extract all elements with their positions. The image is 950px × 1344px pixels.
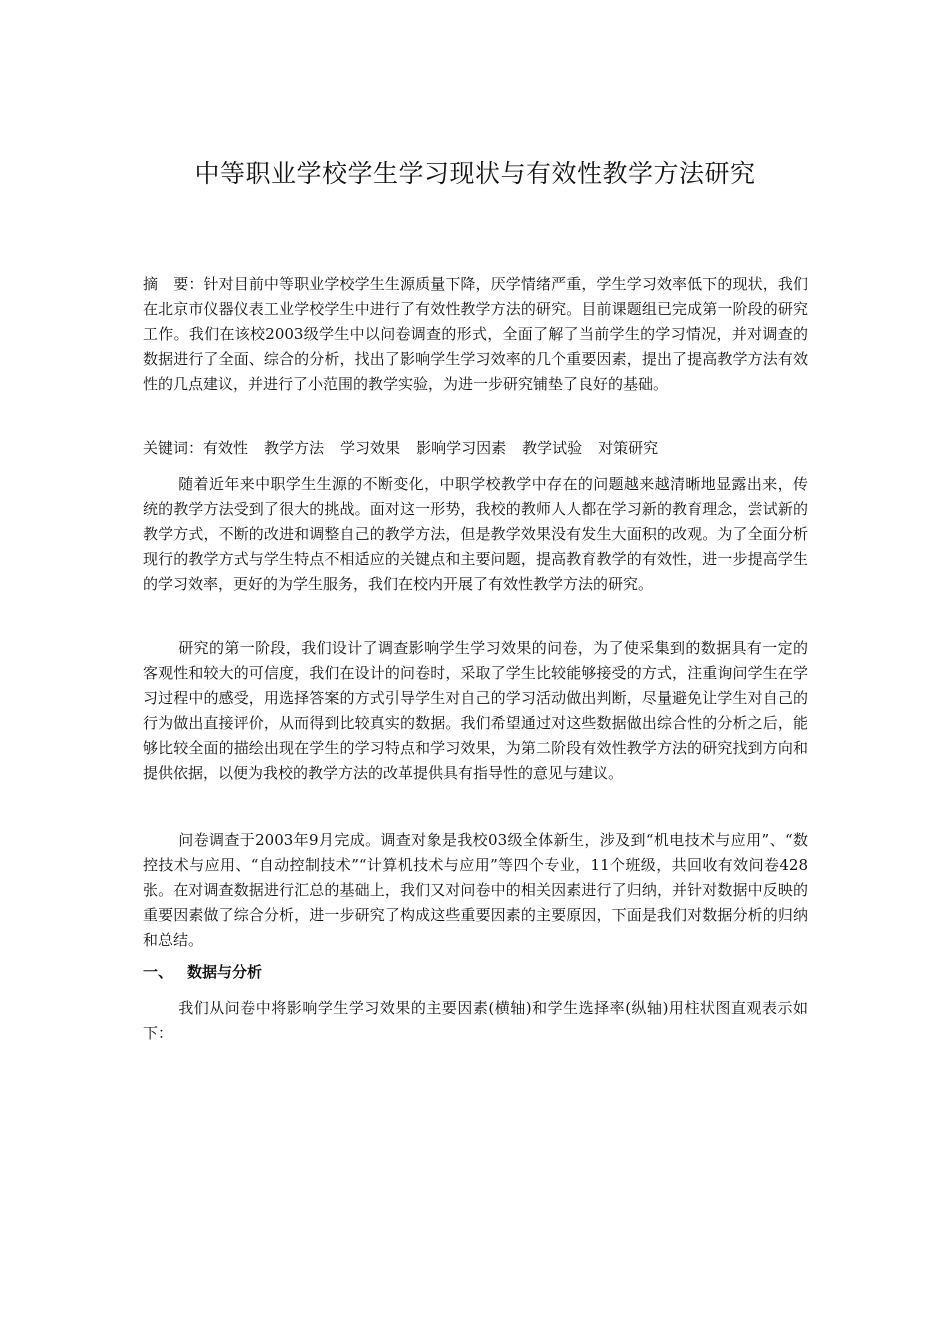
body-paragraph: 研究的第一阶段，我们设计了调查影响学生学习效果的问卷，为了使采集到的数据具有一定的客观性和较大的可信度，我们在设计的问卷时，采取了学生比较能够接受的方式，注重询问学生在学习过程中的感受，用选择答案的方式引导学生对自己的学习活动做出判断，尽量避免让学生对自己的行为做出直接评价，从而得到比较真实的数据。我们希望通过对这些数据做出综合性的分析之后，能够比较全面的描绘出现在学生的学习特点和学习效果，为第二阶段有效性教学方法的研究找到方向和提供依据，以便为我校的教学方法的改革提供具有指导性的意见与建议。: [143, 639, 808, 782]
keywords: [143, 436, 808, 461]
keyword-item: 对策研究: [598, 439, 659, 457]
abstract-label: 摘 要：: [143, 275, 204, 293]
keyword-item: 学习效果: [340, 439, 401, 457]
body-paragraph: 问卷调查于2003年9月完成。调查对象是我校03级全体新生，涉及到“机电技术与应用”、“数控技术与应用、“自动控制技术”“计算机技术与应用”等四个专业，11个班级，共回收有效问卷428张。在对调查数据进行汇总的基础上，我们又对问卷中的相关因素进行了归纳，并针对数据中反映的重要因素做了综合分析，进一步研究了构成这些重要因素的主要原因，下面是我们对数据分析的归纳和总结。: [143, 831, 808, 949]
keyword-item: 教学试验: [522, 439, 583, 457]
keyword-item: 教学方法: [264, 439, 325, 457]
body-paragraph: 随着近年来中职学生生源的不断变化，中职学校教学中存在的问题越来越清晰地显露出来，传统的教学方法受到了很大的挑战。面对这一形势，我校的教师人人都在学习新的教育理念，尝试新的教学方式，不断的改进和调整自己的教学方法，但是教学效果没有发生大面积的改观。为了全面分析现行的教学方式与学生特点不相适应的关键点和主要问题，提高教育教学的有效性，进一步提高学生的学习效率，更好的为学生服务，我们在校内开展了有效性教学方法的研究。: [143, 475, 808, 593]
section-number: 一、: [143, 963, 174, 981]
keyword-item: 影响学习因素: [416, 439, 507, 457]
document-title: 中等职业学校学生学习现状与有效性教学方法研究: [194, 159, 756, 188]
keywords-label: 关键词：: [143, 439, 204, 457]
section-paragraph: 我们从问卷中将影响学生学习效果的主要因素(横轴)和学生选择率(纵轴)用柱状图直观表示如下：: [143, 999, 808, 1042]
section-heading: [143, 960, 262, 984]
section-heading-text: 数据与分析: [187, 963, 263, 981]
keyword-item: 有效性: [203, 439, 249, 457]
abstract-text: 针对目前中等职业学校学生生源质量下降，厌学情绪严重，学生学习效率低下的现状，我们在北京市仪器仪表工业学校学生中进行了有效性教学方法的研究。目前课题组已完成第一阶段的研究工作。我们在该校2003级学生中以问卷调查的形式，全面了解了当前学生的学习情况，并对调查的数据进行了全面、综合的分析，找出了影响学生学习效率的几个重要因素，提出了提高教学方法有效性的几点建议，并进行了小范围的教学实验，为进一步研究铺垫了良好的基础。: [143, 275, 808, 393]
abstract: [143, 272, 808, 397]
